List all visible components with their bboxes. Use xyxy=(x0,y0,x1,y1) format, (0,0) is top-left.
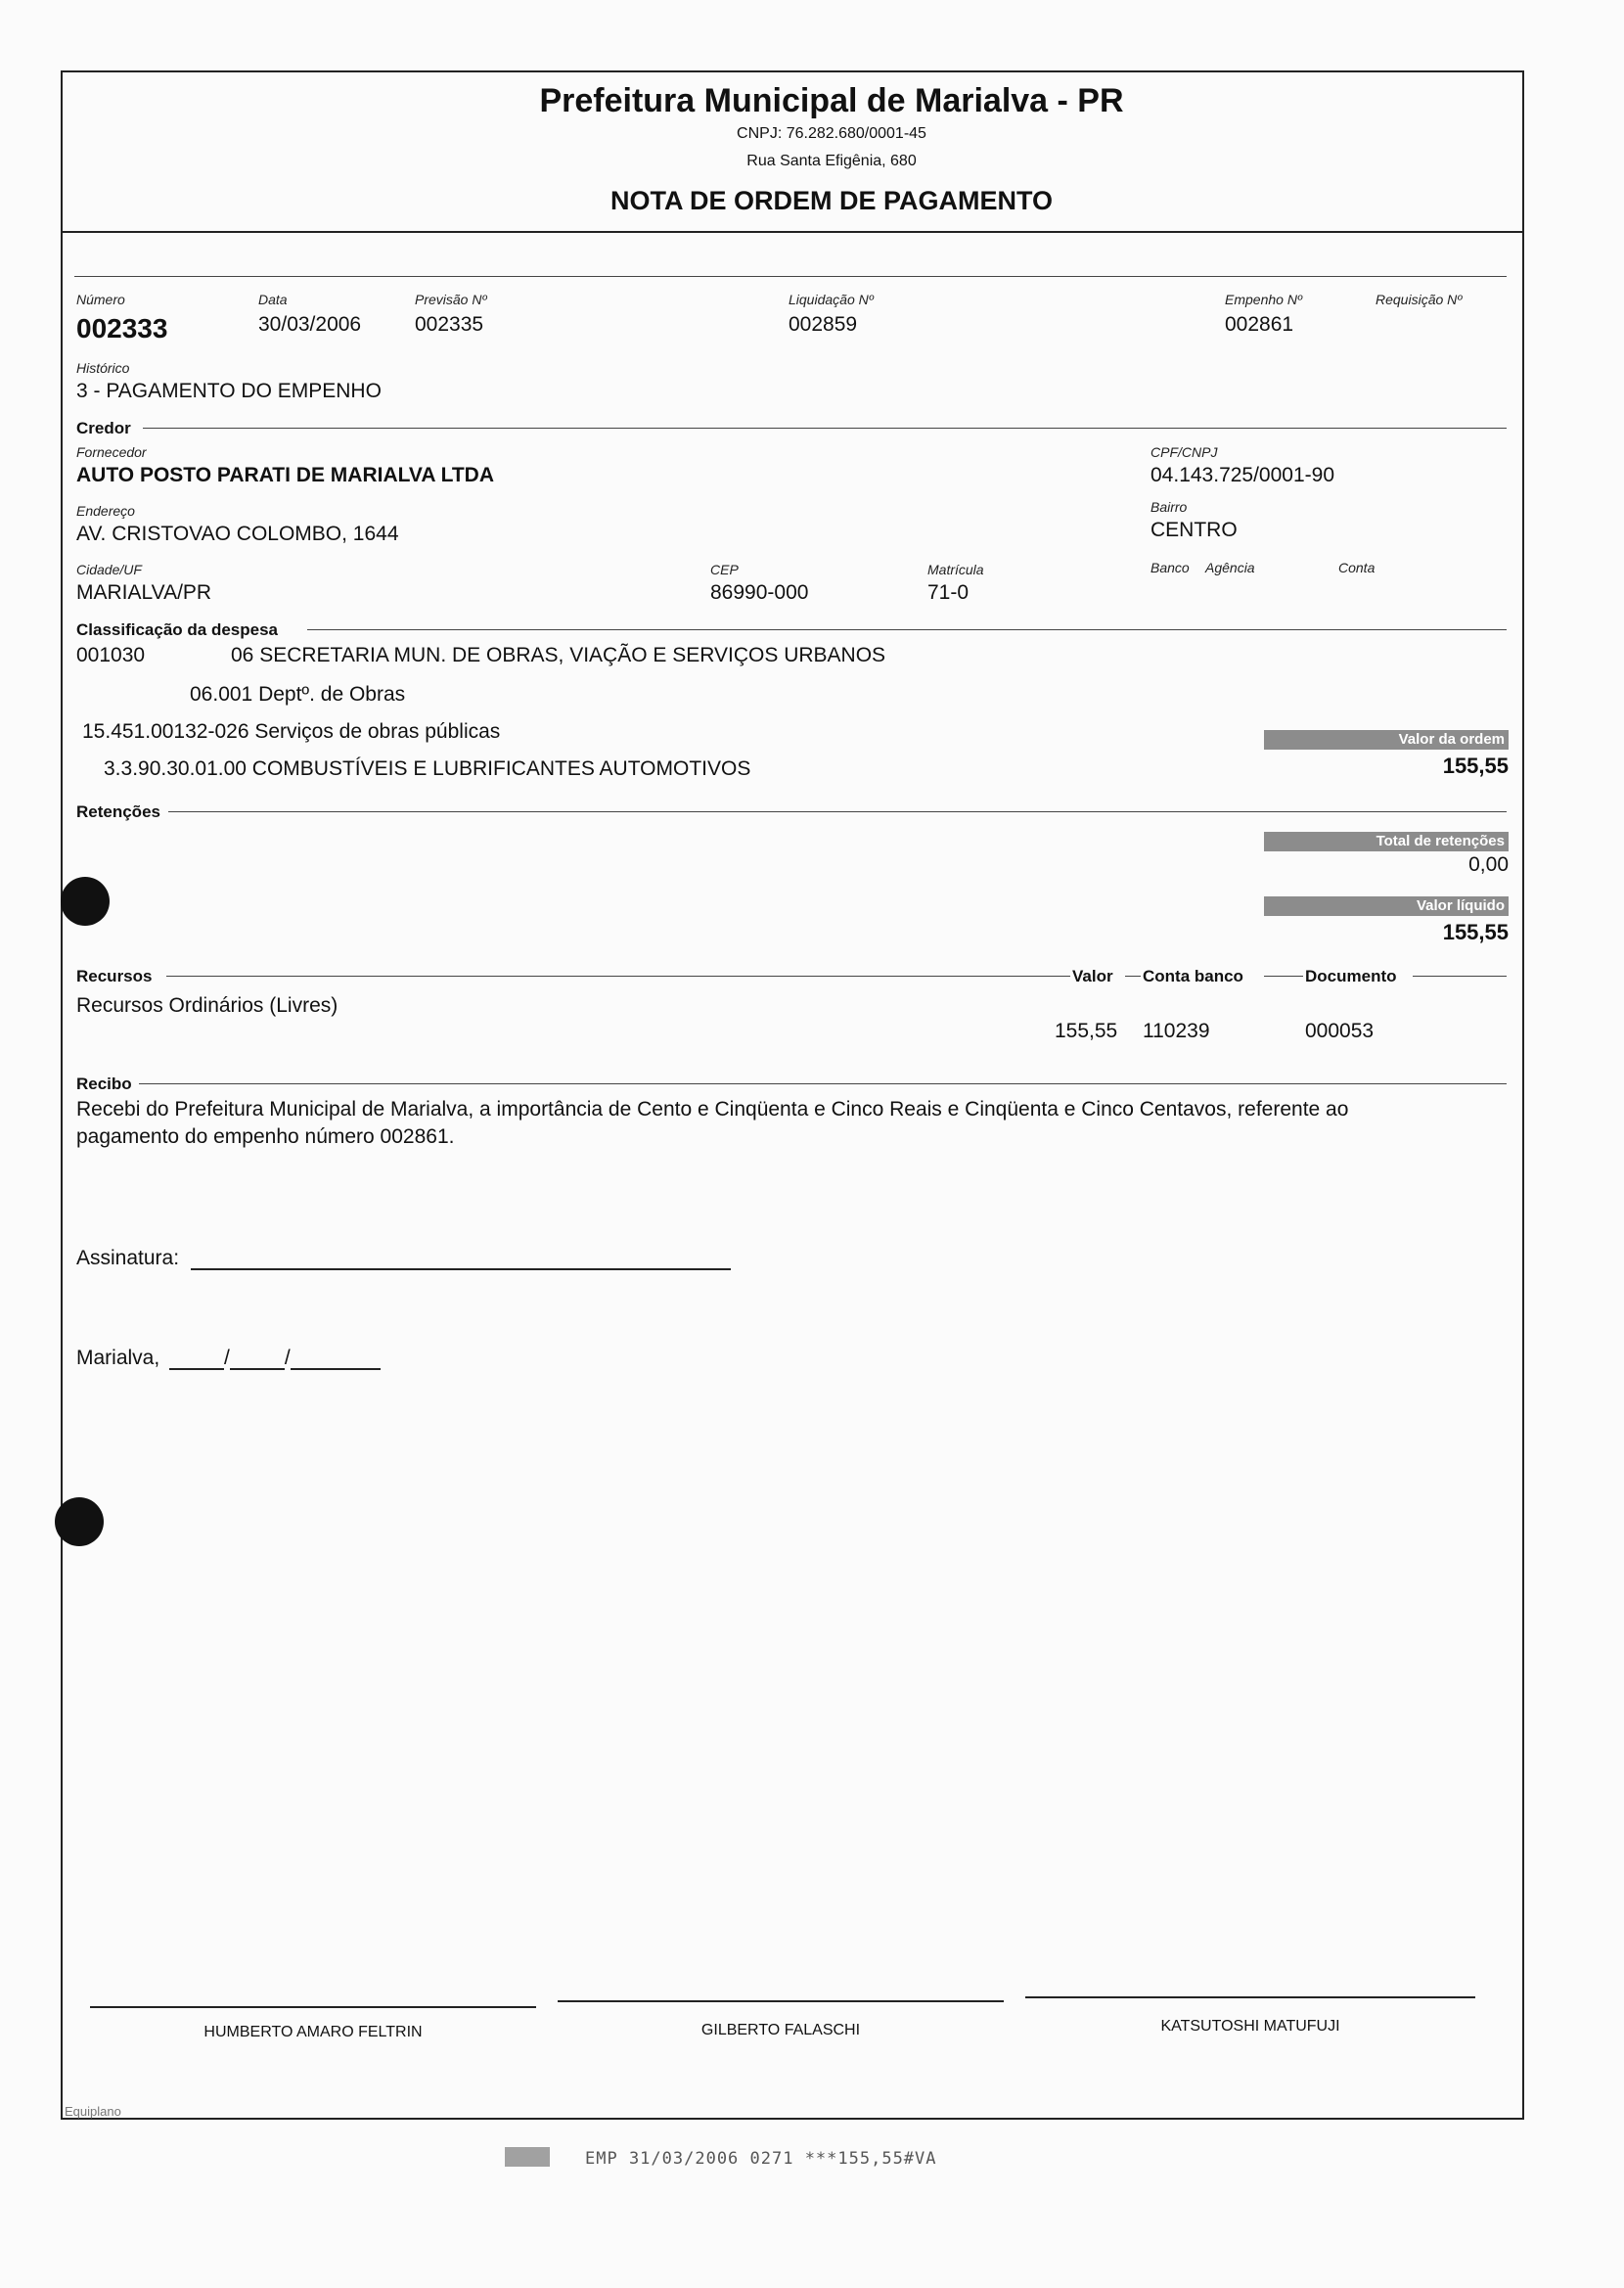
recursos-section: Recursos xyxy=(76,967,153,985)
date-slash-1: / xyxy=(224,1347,230,1369)
cpf-label: CPF/CNPJ xyxy=(1150,444,1218,460)
valor-ordem-band xyxy=(1264,730,1509,750)
liquidacao-label: Liquidação Nº xyxy=(789,292,874,307)
valor-liquido-value: 155,55 xyxy=(1442,920,1509,944)
assinatura-row xyxy=(76,1247,731,1270)
page-title: Prefeitura Municipal de Marialva - PR xyxy=(539,82,1124,119)
fornecedor-value: AUTO POSTO PARATI DE MARIALVA LTDA xyxy=(76,464,494,486)
recibo-section: Recibo xyxy=(76,1075,132,1093)
punch-hole-bottom xyxy=(55,1497,104,1546)
document-title: NOTA DE ORDEM DE PAGAMENTO xyxy=(609,186,1053,215)
matricula-value: 71-0 xyxy=(927,581,970,604)
signature-line-2 xyxy=(558,2000,1004,2002)
cidade-label: Cidade/UF xyxy=(76,562,142,577)
agencia-label: Agência xyxy=(1205,560,1255,575)
retencoes-section: Retenções xyxy=(76,802,160,821)
cep-label: CEP xyxy=(710,562,739,577)
assinatura-line xyxy=(191,1268,731,1270)
recursos-rule-4 xyxy=(1413,976,1507,977)
conta-label: Conta xyxy=(1338,560,1376,575)
fornecedor-label: Fornecedor xyxy=(76,444,147,460)
bank-stamp: EMP 31/03/2006 0271 ***155,55#VA xyxy=(585,2149,937,2169)
assinatura-label: Assinatura: xyxy=(76,1247,180,1269)
document-frame xyxy=(61,70,1524,2120)
local-label: Marialva, xyxy=(76,1347,160,1369)
empenho-value: 002861 xyxy=(1225,313,1294,336)
signature-name-1: HUMBERTO AMARO FELTRIN xyxy=(203,2024,423,2040)
day-line xyxy=(169,1368,224,1370)
signature-name-2: GILBERTO FALASCHI xyxy=(700,2022,861,2038)
bairro-label: Bairro xyxy=(1150,499,1188,515)
requisicao-label: Requisição Nº xyxy=(1376,292,1463,307)
cidade-value: MARIALVA/PR xyxy=(76,581,212,604)
signature-line-1 xyxy=(90,2006,536,2008)
cnpj-text: CNPJ: 76.282.680/0001-45 xyxy=(737,125,926,142)
date-slash-2: / xyxy=(284,1347,291,1369)
recibo-line-1: Recebi do Prefeitura Municipal de Marialva, a importância de Cento e Cinqüenta e Cinco Reais e Cinqüenta e Cinco Centavos, referente ao xyxy=(76,1098,1349,1121)
total-retencoes-label: Total de retenções xyxy=(1376,833,1505,849)
numero-value: 002333 xyxy=(76,313,168,343)
recursos-conta-label: Conta banco xyxy=(1143,967,1243,985)
bairro-value: CENTRO xyxy=(1150,519,1238,541)
recursos-conta: 110239 xyxy=(1143,1020,1210,1042)
signature-line-3 xyxy=(1025,1996,1475,1998)
secretaria-text: 06 SECRETARIA MUN. DE OBRAS, VIAÇÃO E SERVIÇOS URBANOS xyxy=(231,644,886,666)
recursos-rule-3 xyxy=(1264,976,1303,977)
address-text: Rua Santa Efigênia, 680 xyxy=(746,153,917,169)
funcional-text: 15.451.00132-026 Serviços de obras públicas xyxy=(82,720,501,743)
total-retencoes-band xyxy=(1264,832,1509,851)
header-separator xyxy=(61,231,1522,233)
valor-ordem-value: 155,55 xyxy=(1442,754,1509,778)
valor-liquido-band xyxy=(1264,896,1509,916)
year-line xyxy=(291,1368,381,1370)
punch-hole-top xyxy=(61,877,110,926)
previsao-value: 002335 xyxy=(415,313,484,336)
matricula-label: Matrícula xyxy=(927,562,984,577)
equiplano-brand: Equiplano xyxy=(65,2104,121,2119)
classificacao-section: Classificação da despesa xyxy=(76,620,279,639)
recursos-valor-label: Valor xyxy=(1072,967,1113,985)
signature-name-3: KATSUTOSHI MATUFUJI xyxy=(1160,2018,1340,2035)
historico-label: Histórico xyxy=(76,360,130,376)
recursos-documento-label: Documento xyxy=(1305,967,1397,985)
elemento-text: 3.3.90.30.01.00 COMBUSTÍVEIS E LUBRIFICANTES AUTOMOTIVOS xyxy=(104,757,751,780)
ids-top-rule xyxy=(74,276,1507,277)
recursos-rule-2 xyxy=(1125,976,1141,977)
historico-value: 3 - PAGAMENTO DO EMPENHO xyxy=(76,380,382,402)
classificacao-rule xyxy=(307,629,1507,630)
total-retencoes-value: 0,00 xyxy=(1468,853,1509,876)
liquidacao-value: 002859 xyxy=(789,313,858,336)
local-data-row xyxy=(76,1347,381,1370)
recibo-rule xyxy=(139,1083,1507,1084)
empenho-label: Empenho Nº xyxy=(1225,292,1303,307)
data-label: Data xyxy=(258,292,288,307)
recursos-rule xyxy=(166,976,1070,977)
month-line xyxy=(230,1368,285,1370)
credor-section: Credor xyxy=(76,419,131,437)
departamento-text: 06.001 Deptº. de Obras xyxy=(190,683,406,706)
retencoes-rule xyxy=(168,811,1507,812)
valor-ordem-label: Valor da ordem xyxy=(1398,731,1505,748)
numero-label: Número xyxy=(76,292,125,307)
previsao-label: Previsão Nº xyxy=(415,292,487,307)
data-value: 30/03/2006 xyxy=(258,313,362,336)
endereco-value: AV. CRISTOVAO COLOMBO, 1644 xyxy=(76,523,399,545)
credor-rule xyxy=(143,428,1507,429)
recursos-valor: 155,55 xyxy=(1055,1020,1118,1042)
endereco-label: Endereço xyxy=(76,503,135,519)
recursos-descricao: Recursos Ordinários (Livres) xyxy=(76,994,338,1017)
cep-value: 86990-000 xyxy=(710,581,809,604)
banco-label: Banco xyxy=(1150,560,1190,575)
cpf-value: 04.143.725/0001-90 xyxy=(1150,464,1335,486)
valor-liquido-label: Valor líquido xyxy=(1416,897,1505,914)
stamp-logo xyxy=(505,2147,550,2167)
recibo-line-2: pagamento do empenho número 002861. xyxy=(76,1125,455,1148)
recursos-documento: 000053 xyxy=(1305,1020,1375,1042)
classificacao-code: 001030 xyxy=(76,644,146,666)
